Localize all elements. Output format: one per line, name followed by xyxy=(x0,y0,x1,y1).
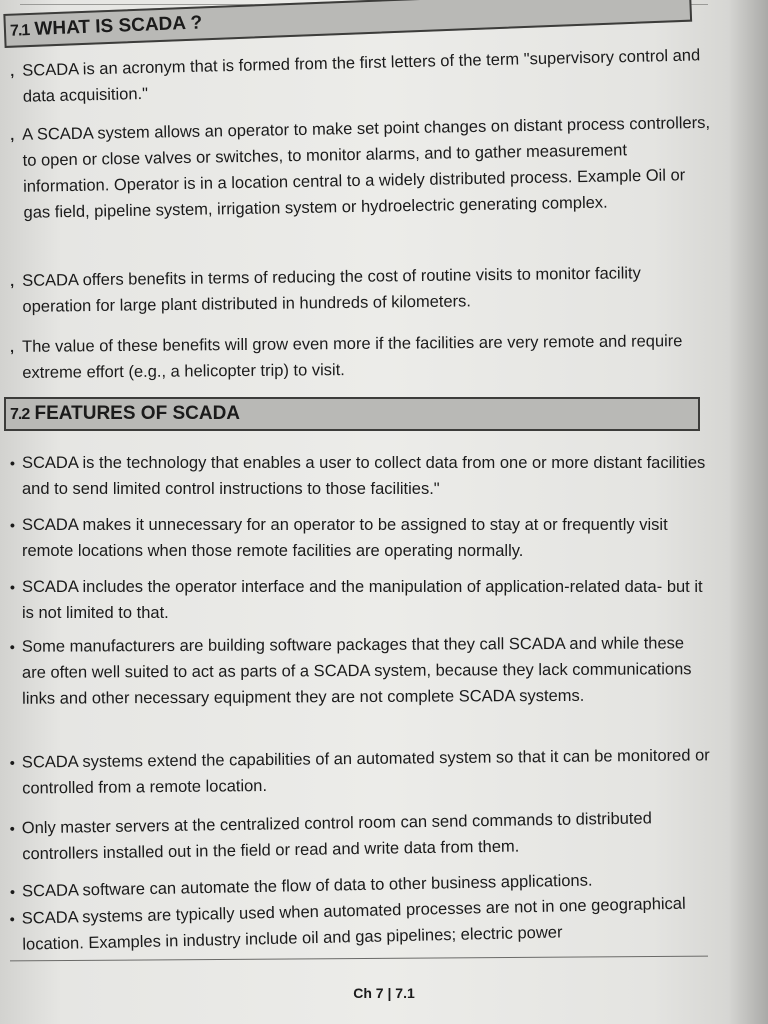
bullet-icon: , xyxy=(10,338,15,355)
list-item: • SCADA systems extend the capabilities of an automated system so that it can be monitored or controlled from a remote location. xyxy=(9,746,710,798)
bullet-icon: , xyxy=(10,62,15,79)
list-item: • SCADA systems are typically used when automated processes are not in one geographical location. Examples in industry include oil and gas pipelines; electric power xyxy=(9,894,686,954)
bullet-icon: • xyxy=(10,579,15,595)
bullet-icon: • xyxy=(10,517,15,533)
section-title: FEATURES OF SCADA xyxy=(34,403,241,424)
list-item: • SCADA includes the operator interface and the manipulation of application-related data- but it is not limited to that. xyxy=(10,574,710,626)
bullet-icon: , xyxy=(10,272,15,289)
bullet-icon: • xyxy=(9,883,16,900)
list-item: • SCADA software can automate the flow of data to other business applications. xyxy=(10,865,710,904)
page-footer: Ch 7 | 7.1 xyxy=(353,985,415,1001)
footer-rule xyxy=(10,956,708,962)
list-item: , The value of these benefits will grow even more if the facilities are very remote and require extreme effort (e.g., a helicopter trip) to visit. xyxy=(10,332,683,382)
bullet-icon: • xyxy=(9,820,15,837)
bullet-icon: • xyxy=(9,638,15,655)
page-curve-shadow xyxy=(728,0,768,1024)
list-item: • Only master servers at the centralized control room can send commands to distributed controllers installed out in the field or read and write data from them. xyxy=(9,809,652,864)
section-number: 7.1 xyxy=(9,22,30,40)
section-heading-what-is-scada xyxy=(3,0,692,48)
list-item: • SCADA makes it unnecessary for an operator to be assigned to stay at or frequently visit remote locations when those remote facilities are operating normally. xyxy=(10,512,710,564)
section-number: 7.2 xyxy=(10,406,30,423)
bullet-icon: • xyxy=(10,455,15,471)
bullet-icon: , xyxy=(10,126,15,143)
bullet-icon: • xyxy=(9,754,15,771)
list-item: , SCADA offers benefits in terms of reducing the cost of routine visits to monitor facility operation for large plant distributed in hundreds of kilometers. xyxy=(10,264,641,316)
list-item: • Some manufacturers are building software packages that they call SCADA and while these are often well suited to act as parts of a SCADA system, because they lack communications links and other necessary equipment they are not complete SCADA systems. xyxy=(9,634,692,708)
section-heading-features-of-scada xyxy=(4,397,700,431)
list-item: , A SCADA system allows an operator to make set point changes on distant process controllers, to open or close valves or switches, to monitor alarms, and to gather measurement information. Operator is in a location central to a widely distributed process. Example Oil or gas field, pipeline system, irrigation system or hydroelectric generating complex. xyxy=(10,113,711,222)
bullet-icon: • xyxy=(9,910,15,927)
list-item: , SCADA is an acronym that is formed from the first letters of the term "supervisory control and data acquisition." xyxy=(10,46,701,106)
list-item: • SCADA is the technology that enables a user to collect data from one or more distant facilities and to send limited control instructions to those facilities." xyxy=(10,450,710,502)
section-title: WHAT IS SCADA ? xyxy=(34,12,203,40)
